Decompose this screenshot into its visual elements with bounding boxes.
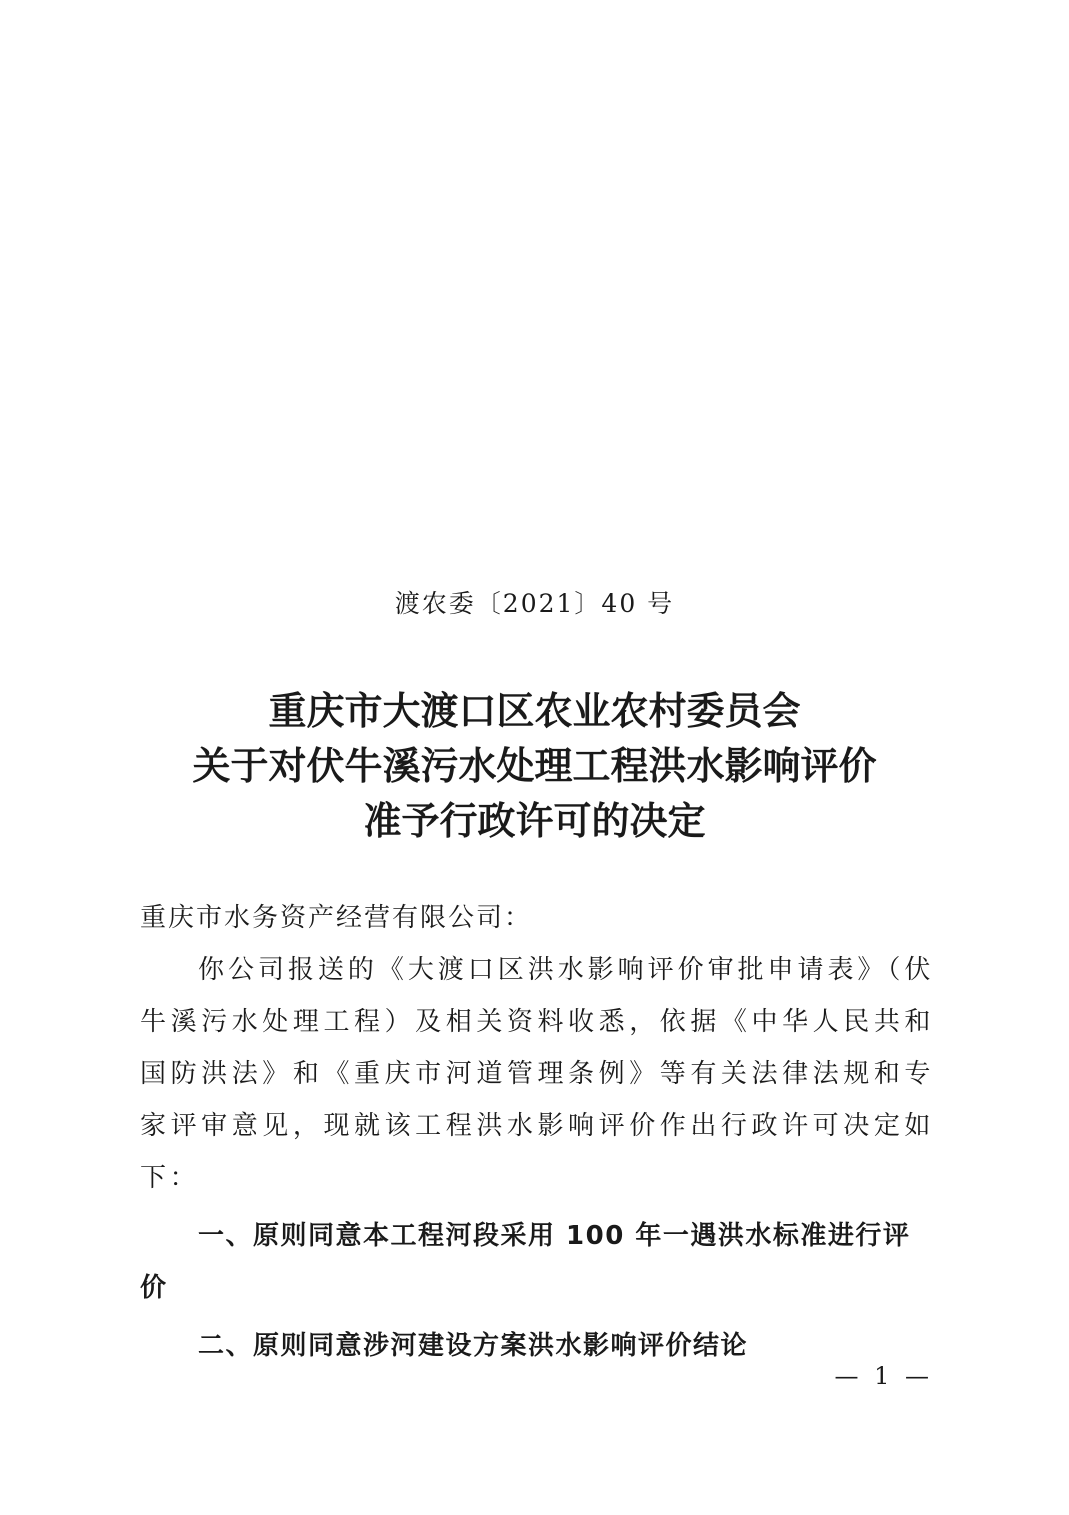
document-title bbox=[0, 683, 1069, 848]
decision-item-1: 一、原则同意本工程河段采用 100 年一遇洪水标准进行评价 bbox=[140, 1221, 911, 1303]
page-number: — 1 — bbox=[834, 1362, 933, 1390]
decision-item-2: 二、原则同意涉河建设方案洪水影响评价结论 bbox=[198, 1331, 749, 1361]
document-body bbox=[140, 892, 934, 1372]
title-line: 关于对伏牛溪污水处理工程洪水影响评价 bbox=[192, 743, 877, 788]
title-line: 重庆市大渡口区农业农村委员会 bbox=[268, 688, 801, 733]
body-paragraph: 你公司报送的《大渡口区洪水影响评价审批申请表》（伏牛溪污水处理工程）及相关资料收悉，依据《中华人民共和国防洪法》和《重庆市河道管理条例》等有关法律法规和专家评审意见，现就该工程洪水影响评价作出行政许可决定如下： bbox=[140, 955, 934, 1193]
recipient: 重庆市水务资产经营有限公司： bbox=[140, 903, 533, 933]
title-line: 准予行政许可的决定 bbox=[363, 798, 706, 843]
document-number: 渡农委〔2021〕40 号 bbox=[394, 589, 675, 618]
